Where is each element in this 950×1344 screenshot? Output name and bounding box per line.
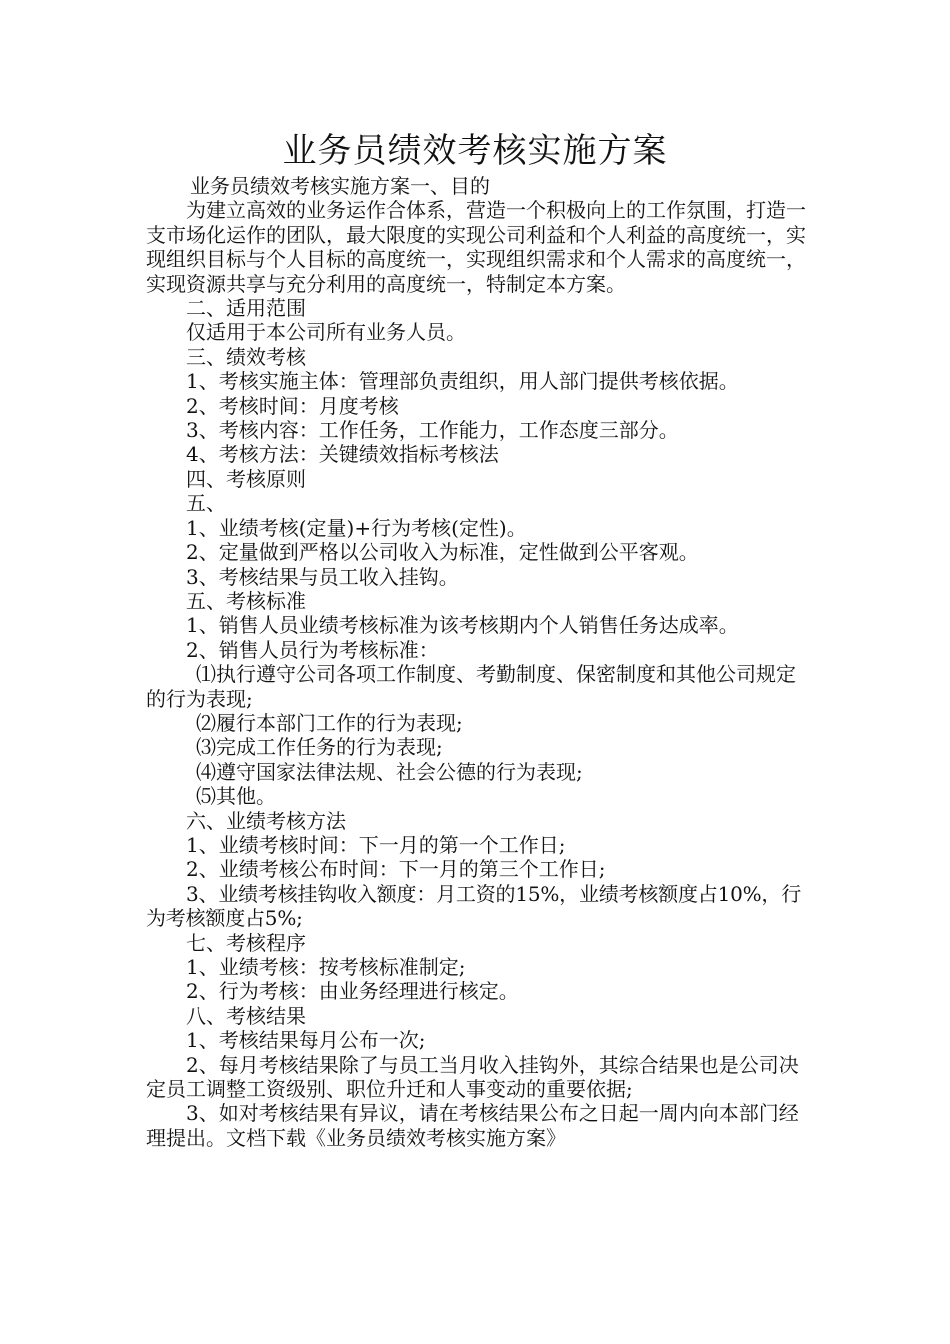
- paragraph: 1、业绩考核时间：下一月的第一个工作日;: [186, 832, 566, 857]
- document-title: 业务员绩效考核实施方案: [282, 131, 668, 171]
- paragraph: 五、考核标准: [186, 588, 306, 613]
- document-body: [146, 174, 812, 1150]
- paragraph: 2、每月考核结果除了与员工当月收入挂钩外，其综合结果也是公司决定员工调整工资级别、职位升迁和人事变动的重要依据;: [146, 1052, 799, 1102]
- paragraph: 3、考核结果与员工收入挂钩。: [186, 564, 459, 589]
- paragraph: 六、业绩考核方法: [186, 808, 346, 833]
- paragraph: 2、业绩考核公布时间：下一月的第三个工作日;: [186, 857, 606, 882]
- paragraph: ⑷遵守国家法律法规、社会公德的行为表现;: [196, 759, 583, 784]
- paragraph: 1、销售人员业绩考核标准为该考核期内个人销售任务达成率。: [186, 613, 739, 638]
- paragraph: 仅适用于本公司所有业务人员。: [186, 320, 466, 345]
- paragraph: 2、考核时间：月度考核: [186, 393, 399, 418]
- paragraph: 2、销售人员行为考核标准：: [186, 637, 439, 662]
- paragraph: ⑸其他。: [196, 784, 276, 809]
- paragraph: 3、业绩考核挂钩收入额度：月工资的15%，业绩考核额度占10%，行为考核额度占5%;: [146, 881, 802, 931]
- paragraph: 1、考核实施主体：管理部负责组织，用人部门提供考核依据。: [186, 369, 739, 394]
- paragraph: 五、: [186, 491, 226, 516]
- paragraph: 为建立高效的业务运作合体系，营造一个积极向上的工作氛围，打造一支市场化运作的团队，最大限度的实现公司利益和个人利益的高度统一，实现组织目标与个人目标的高度统一，实现组织需求和个人需求的高度统一，实现资源共享与充分利用的高度统一，特制定本方案。: [146, 198, 806, 296]
- paragraph: 三、绩效考核: [186, 344, 306, 369]
- paragraph: 1、业绩考核(定量)+行为考核(定性)。: [186, 515, 527, 540]
- paragraph: 八、考核结果: [186, 1003, 306, 1028]
- paragraph: 1、考核结果每月公布一次;: [186, 1028, 426, 1053]
- paragraph: ⑵履行本部门工作的行为表现;: [196, 710, 463, 735]
- paragraph: 3、考核内容：工作任务，工作能力，工作态度三部分。: [186, 418, 679, 443]
- paragraph: 3、如对考核结果有异议，请在考核结果公布之日起一周内向本部门经理提出。文档下载《业务员绩效考核实施方案》: [146, 1101, 799, 1150]
- paragraph: ⑶完成工作任务的行为表现;: [196, 735, 443, 760]
- paragraph: 2、定量做到严格以公司收入为标准，定性做到公平客观。: [186, 540, 699, 565]
- paragraph: 七、考核程序: [186, 930, 306, 955]
- paragraph: 2、行为考核：由业务经理进行核定。: [186, 979, 519, 1004]
- paragraph: 业务员绩效考核实施方案一、目的: [190, 174, 490, 198]
- paragraph: 4、考核方法：关键绩效指标考核法: [186, 442, 499, 467]
- paragraph: ⑴执行遵守公司各项工作制度、考勤制度、保密制度和其他公司规定的行为表现;: [146, 662, 796, 711]
- paragraph: 四、考核原则: [186, 466, 306, 491]
- paragraph: 1、业绩考核：按考核标准制定;: [186, 955, 466, 979]
- paragraph: 二、适用范围: [186, 296, 306, 321]
